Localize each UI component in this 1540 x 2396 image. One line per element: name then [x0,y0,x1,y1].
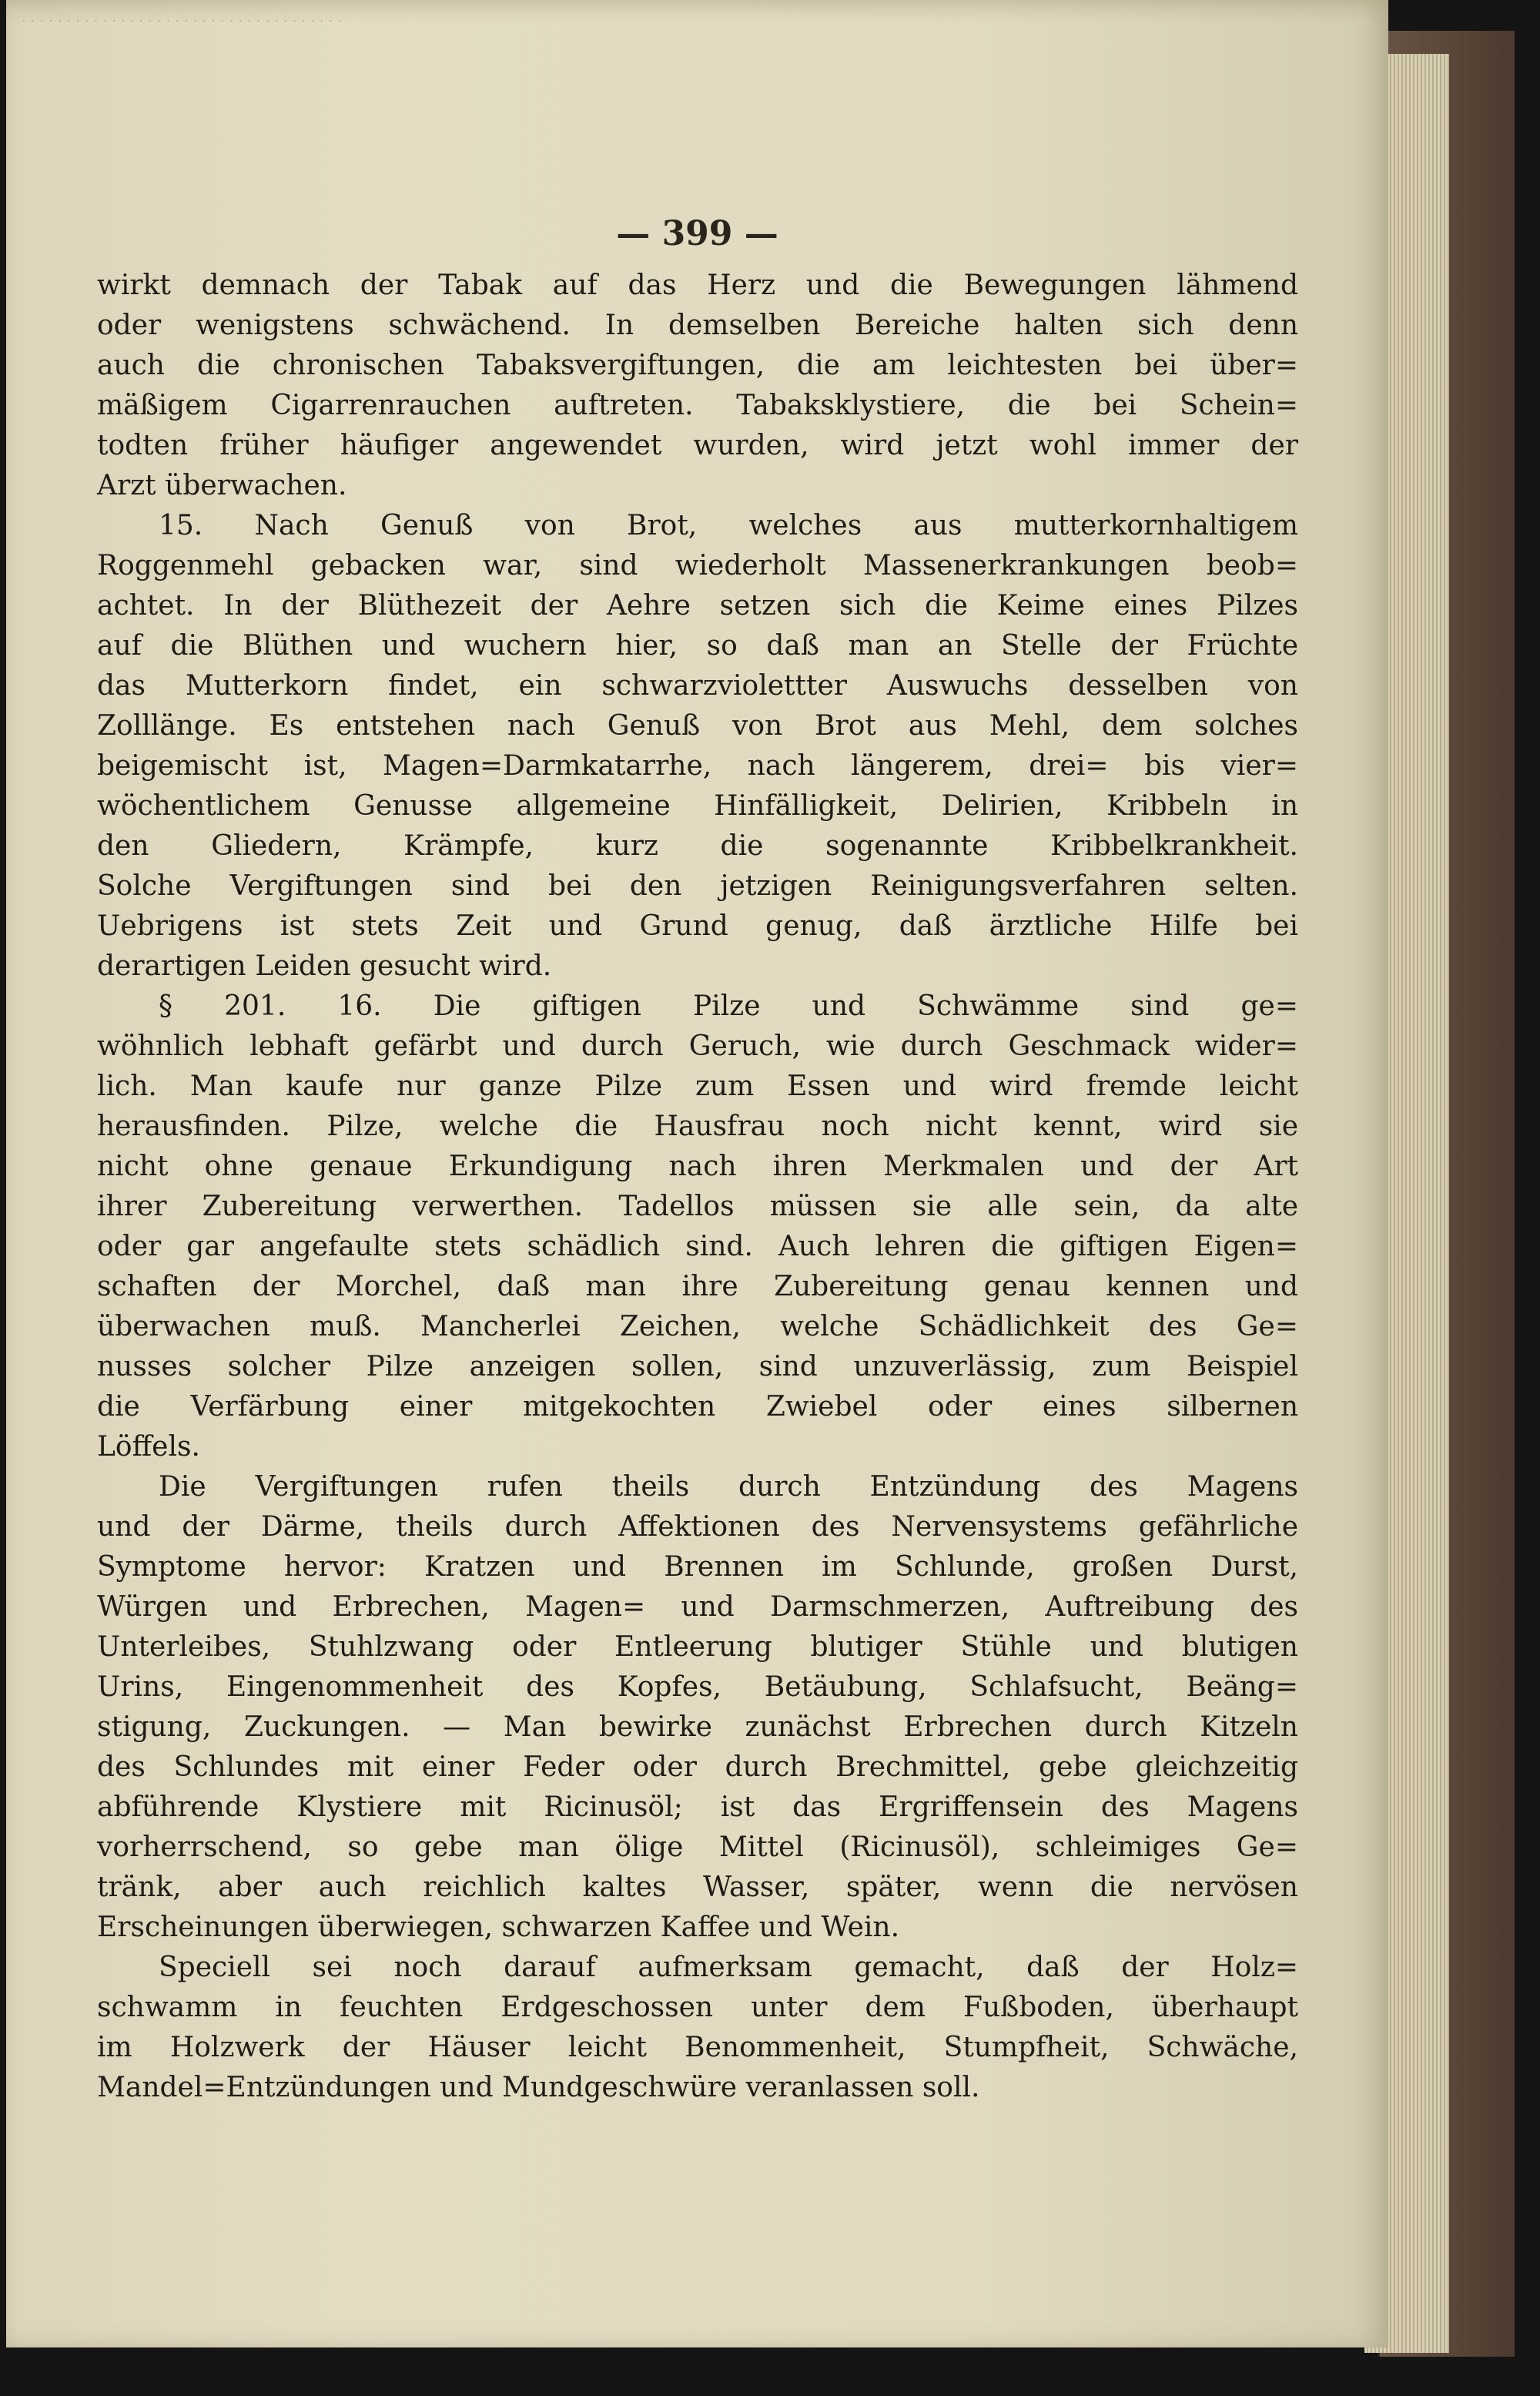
text-line: schaften der Morchel, daß man ihre Zubereitung genau kennen und [97,1271,1298,1302]
text-line: nicht ohne genaue Erkundigung nach ihren Merkmalen und der Art [97,1151,1298,1182]
text-line: nusses solcher Pilze anzeigen sollen, sind unzuverlässig, zum Beispiel [97,1351,1298,1382]
text-line: Solche Vergiftungen sind bei den jetzigen Reinigungsverfahren selten. [97,870,1298,902]
page-number: — 399 — [616,214,778,253]
text-line: im Holzwerk der Häuser leicht Benommenheit, Stumpfheit, Schwäche, [97,2032,1298,2063]
text-line: Urins, Eingenommenheit des Kopfes, Betäubung, Schlafsucht, Beäng= [97,1671,1298,1703]
text-line: todten früher häufiger angewendet wurden, wird jetzt wohl immer der [97,430,1298,461]
text-line: Erscheinungen überwiegen, schwarzen Kaffee und Wein. [97,1912,900,1943]
text-line: stigung, Zuckungen. — Man bewirke zunächst Erbrechen durch Kitzeln [97,1711,1298,1743]
text-line: des Schlundes mit einer Feder oder durch Brechmittel, gebe gleichzeitig [97,1751,1298,1783]
text-line: § 201. 16. Die giftigen Pilze und Schwämme sind ge= [159,990,1298,1022]
text-line: Symptome hervor: Kratzen und Brennen im Schlunde, großen Durst, [97,1551,1298,1583]
text-line: Speciell sei noch darauf aufmerksam gemacht, daß der Holz= [159,1952,1298,1983]
text-line: achtet. In der Blüthezeit der Aehre setzen sich die Keime eines Pilzes [97,590,1298,622]
text-line: oder wenigstens schwächend. In demselben Bereiche halten sich denn [97,310,1298,341]
text-line: derartigen Leiden gesucht wird. [97,950,552,982]
text-line: den Gliedern, Krämpfe, kurz die sogenannte Kribbelkrankheit. [97,830,1298,862]
text-line: auch die chronischen Tabaksvergiftungen, die am leichtesten bei über= [97,350,1298,381]
text-line: Unterleibes, Stuhlzwang oder Entleerung blutiger Stühle und blutigen [97,1631,1298,1663]
text-line: oder gar angefaulte stets schädlich sind. Auch lehren die giftigen Eigen= [97,1231,1298,1262]
text-line: die Verfärbung einer mitgekochten Zwiebel oder eines silbernen [97,1391,1298,1423]
page-sheet [6,0,1388,2347]
text-line: Mandel=Entzündungen und Mundgeschwüre veranlassen soll. [97,2072,980,2103]
text-line: ihrer Zubereitung verwerthen. Tadellos müssen sie alle sein, da alte [97,1191,1298,1222]
text-line: wirkt demnach der Tabak auf das Herz und die Bewegungen lähmend [97,270,1298,301]
text-line: lich. Man kaufe nur ganze Pilze zum Essen und wird fremde leicht [97,1071,1298,1102]
text-line: abführende Klystiere mit Ricinusöl; ist das Ergriffensein des Magens [97,1791,1298,1823]
text-line: 15. Nach Genuß von Brot, welches aus mutterkornhaltigem [159,510,1298,541]
text-line: auf die Blüthen und wuchern hier, so daß man an Stelle der Früchte [97,630,1298,662]
text-line: tränk, aber auch reichlich kaltes Wasser, später, wenn die nervösen [97,1872,1298,1903]
text-line: wöhnlich lebhaft gefärbt und durch Geruch, wie durch Geschmack wider= [97,1030,1298,1062]
text-body [97,266,1298,2108]
text-line: das Mutterkorn findet, ein schwarzviolettter Auswuchs desselben von [97,670,1298,702]
text-line: herausfinden. Pilze, welche die Hausfrau noch nicht kennt, wird sie [97,1111,1298,1142]
text-line: beigemischt ist, Magen=Darmkatarrhe, nach längerem, drei= bis vier= [97,750,1298,782]
text-line: Würgen und Erbrechen, Magen= und Darmschmerzen, Auftreibung des [97,1591,1298,1623]
text-line: Löffels. [97,1431,200,1463]
text-line: Die Vergiftungen rufen theils durch Entzündung des Magens [159,1471,1298,1503]
text-line: schwamm in feuchten Erdgeschossen unter dem Fußboden, überhaupt [97,1992,1298,2023]
text-line: Zolllänge. Es entstehen nach Genuß von Brot aus Mehl, dem solches [97,710,1298,742]
text-line: vorherrschend, so gebe man ölige Mittel (Ricinusöl), schleimiges Ge= [97,1831,1298,1863]
text-line: überwachen muß. Mancherlei Zeichen, welche Schädlichkeit des Ge= [97,1311,1298,1342]
text-line: Arzt überwachen. [97,470,347,501]
text-line: mäßigem Cigarrenrauchen auftreten. Tabaksklystiere, die bei Schein= [97,390,1298,421]
text-line: Roggenmehl gebacken war, sind wiederholt Massenerkrankungen beob= [97,550,1298,581]
bleed-through-text: .................................... [22,9,346,25]
text-line: Uebrigens ist stets Zeit und Grund genug, daß ärztliche Hilfe bei [97,910,1298,942]
text-line: wöchentlichem Genusse allgemeine Hinfälligkeit, Delirien, Kribbeln in [97,790,1298,822]
text-line: und der Därme, theils durch Affektionen des Nervensystems gefährliche [97,1511,1298,1543]
